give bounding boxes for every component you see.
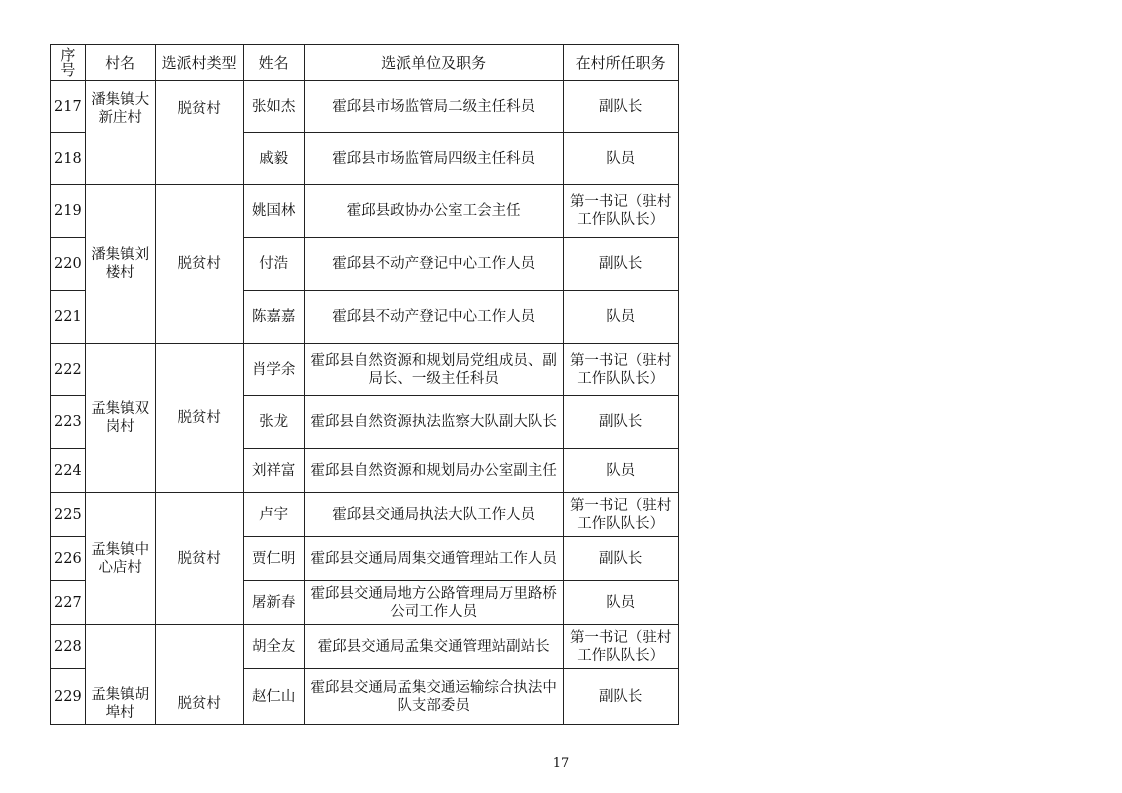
- unit-position: 霍邱县交通局孟集交通运输综合执法中队支部委员: [304, 669, 563, 725]
- village-type-cell: 脱贫村: [155, 81, 243, 185]
- row-seq: 223: [51, 396, 86, 449]
- person-name: 胡全友: [243, 625, 304, 669]
- row-seq: 218: [51, 133, 86, 185]
- unit-position: 霍邱县自然资源执法监察大队副大队长: [304, 396, 563, 449]
- row-seq: 217: [51, 81, 86, 133]
- person-name: 陈嘉嘉: [243, 291, 304, 344]
- page-number: 17: [552, 756, 570, 771]
- person-name: 屠新春: [243, 581, 304, 625]
- unit-position: 霍邱县交通局地方公路管理局万里路桥公司工作人员: [304, 581, 563, 625]
- village-role: 第一书记（驻村工作队队长）: [563, 185, 678, 238]
- village-cell: 孟集镇胡埠村: [85, 625, 155, 725]
- row-seq: 221: [51, 291, 86, 344]
- unit-position: 霍邱县自然资源和规划局办公室副主任: [304, 449, 563, 493]
- row-seq: 227: [51, 581, 86, 625]
- village-role: 副队长: [563, 669, 678, 725]
- row-seq: 220: [51, 238, 86, 291]
- table-row: [51, 185, 679, 238]
- person-name: 肖学余: [243, 344, 304, 396]
- unit-position: 霍邱县交通局周集交通管理站工作人员: [304, 537, 563, 581]
- village-role: 队员: [563, 449, 678, 493]
- person-name: 张如杰: [243, 81, 304, 133]
- person-name: 戚毅: [243, 133, 304, 185]
- row-seq: 226: [51, 537, 86, 581]
- unit-position: 霍邱县政协办公室工会主任: [304, 185, 563, 238]
- person-name: 卢宇: [243, 493, 304, 537]
- village-type-cell: 脱贫村: [155, 493, 243, 625]
- village-role: 队员: [563, 133, 678, 185]
- village-cell: 潘集镇大新庄村: [85, 81, 155, 185]
- village-role: 第一书记（驻村工作队队长）: [563, 344, 678, 396]
- village-role: 副队长: [563, 238, 678, 291]
- header-role: 在村所任职务: [563, 45, 678, 81]
- village-role: 队员: [563, 291, 678, 344]
- village-role: 副队长: [563, 396, 678, 449]
- table-row: [51, 493, 679, 537]
- table-row: [51, 344, 679, 396]
- header-seq: 序号: [51, 45, 86, 81]
- table-row: [51, 625, 679, 669]
- table-row: [51, 81, 679, 133]
- unit-position: 霍邱县不动产登记中心工作人员: [304, 238, 563, 291]
- row-seq: 229: [51, 669, 86, 725]
- person-name: 张龙: [243, 396, 304, 449]
- header-row: [51, 45, 679, 81]
- row-seq: 219: [51, 185, 86, 238]
- person-name: 刘祥富: [243, 449, 304, 493]
- village-type-cell: 脱贫村: [155, 344, 243, 493]
- person-name: 贾仁明: [243, 537, 304, 581]
- row-seq: 224: [51, 449, 86, 493]
- row-seq: 228: [51, 625, 86, 669]
- person-name: 付浩: [243, 238, 304, 291]
- village-role: 第一书记（驻村工作队队长）: [563, 493, 678, 537]
- roster-table: [50, 44, 679, 725]
- unit-position: 霍邱县不动产登记中心工作人员: [304, 291, 563, 344]
- person-name: 赵仁山: [243, 669, 304, 725]
- header-village: 村名: [85, 45, 155, 81]
- unit-position: 霍邱县市场监管局四级主任科员: [304, 133, 563, 185]
- village-cell: 孟集镇双岗村: [85, 344, 155, 493]
- village-role: 第一书记（驻村工作队队长）: [563, 625, 678, 669]
- village-role: 队员: [563, 581, 678, 625]
- unit-position: 霍邱县交通局执法大队工作人员: [304, 493, 563, 537]
- unit-position: 霍邱县交通局孟集交通管理站副站长: [304, 625, 563, 669]
- header-unit: 选派单位及职务: [304, 45, 563, 81]
- village-type-cell: 脱贫村: [155, 625, 243, 725]
- village-type-cell: 脱贫村: [155, 185, 243, 344]
- unit-position: 霍邱县自然资源和规划局党组成员、副局长、一级主任科员: [304, 344, 563, 396]
- unit-position: 霍邱县市场监管局二级主任科员: [304, 81, 563, 133]
- village-role: 副队长: [563, 81, 678, 133]
- village-cell: 潘集镇刘楼村: [85, 185, 155, 344]
- village-cell: 孟集镇中心店村: [85, 493, 155, 625]
- header-type: 选派村类型: [155, 45, 243, 81]
- row-seq: 225: [51, 493, 86, 537]
- row-seq: 222: [51, 344, 86, 396]
- village-role: 副队长: [563, 537, 678, 581]
- header-name: 姓名: [243, 45, 304, 81]
- person-name: 姚国林: [243, 185, 304, 238]
